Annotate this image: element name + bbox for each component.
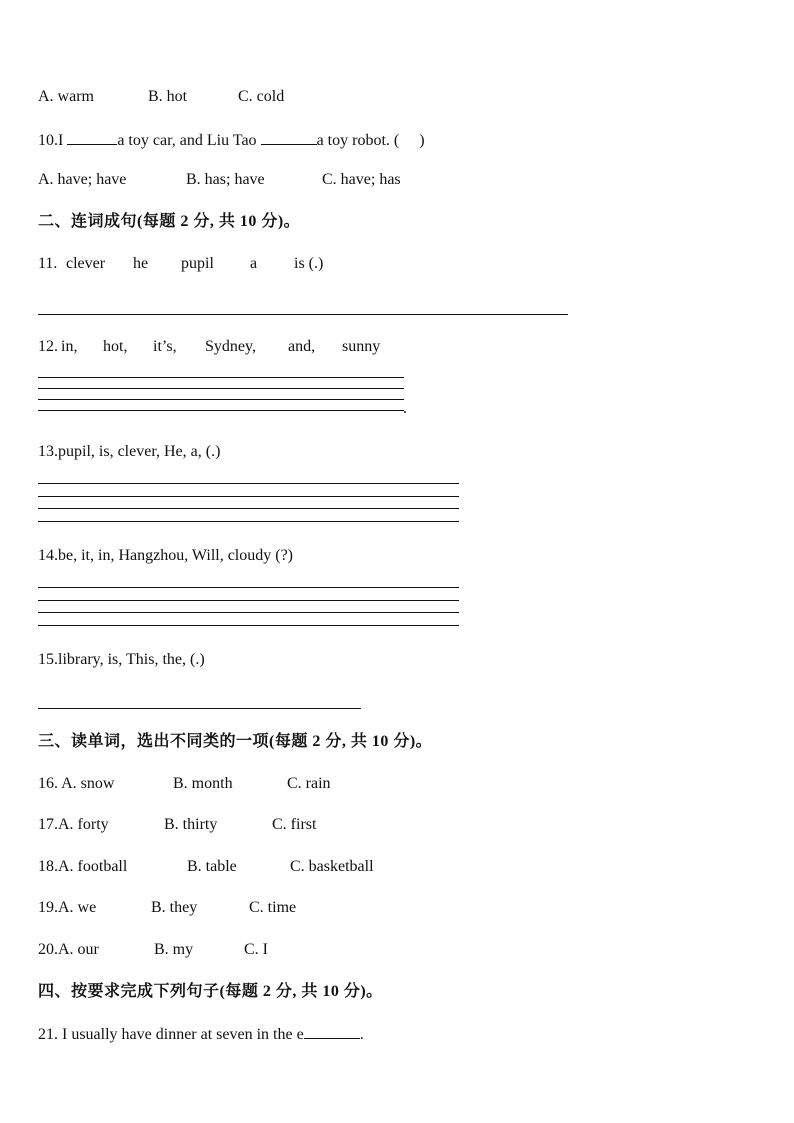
- q10-part3: a toy robot. (: [316, 132, 400, 149]
- q14-answer-line[interactable]: [38, 600, 459, 601]
- q10-part1: I: [58, 132, 68, 149]
- q10-option-b: B. has; have: [186, 171, 265, 188]
- q14-answer-line[interactable]: [38, 587, 459, 588]
- section-4-heading: 四、按要求完成下列句子(每题 2 分, 共 10 分)。: [38, 983, 383, 1000]
- q16-option-c: C. rain: [287, 775, 331, 792]
- q13-answer-line[interactable]: [38, 508, 459, 509]
- q18-option-c: C. basketball: [290, 858, 374, 875]
- q10-option-a: A. have; have: [38, 171, 127, 188]
- q12-number: 12.: [38, 338, 58, 355]
- q12-answer-line[interactable]: [38, 388, 404, 389]
- q11-word-4: a: [250, 255, 258, 272]
- q16-option-b: B. month: [173, 775, 233, 792]
- q12-answer-line[interactable]: [38, 410, 404, 411]
- q9-option-c: C. cold: [238, 88, 285, 105]
- q12-answer-line[interactable]: [38, 377, 404, 378]
- question-13: 13.pupil, is, clever, He, a, (.): [38, 443, 221, 460]
- q19-option-a: 19.A. we: [38, 899, 97, 916]
- q20-option-a: 20.A. our: [38, 941, 99, 958]
- q13-answer-line[interactable]: [38, 483, 459, 484]
- question-14: 14.be, it, in, Hangzhou, Will, cloudy (?): [38, 547, 294, 564]
- q21-text: 21. I usually have dinner at seven in the e: [38, 1026, 304, 1043]
- q17-option-c: C. first: [272, 816, 317, 833]
- q10-blank-2[interactable]: [261, 130, 317, 145]
- q19-option-c: C. time: [249, 899, 297, 916]
- q12-word-3: it’s,: [153, 338, 177, 355]
- q18-option-a: 18.A. football: [38, 858, 128, 875]
- q10-option-c: C. have; has: [322, 171, 401, 188]
- q12-answer-line[interactable]: [38, 399, 404, 400]
- q11-word-5: is (.): [294, 255, 324, 272]
- q18-option-b: B. table: [187, 858, 237, 875]
- q19-option-b: B. they: [151, 899, 198, 916]
- q10-blank-1[interactable]: [67, 130, 117, 145]
- q12-word-6: sunny: [342, 338, 381, 355]
- q21-period: .: [359, 1026, 364, 1043]
- q17-option-b: B. thirty: [164, 816, 218, 833]
- q16-option-a: 16. A. snow: [38, 775, 115, 792]
- q12-word-1: in,: [61, 338, 78, 355]
- q21-blank[interactable]: [304, 1024, 360, 1039]
- q13-answer-line[interactable]: [38, 496, 459, 497]
- q12-period: .: [403, 400, 407, 417]
- q11-answer-line[interactable]: [38, 314, 568, 315]
- q12-word-5: and,: [288, 338, 316, 355]
- q14-answer-line[interactable]: [38, 612, 459, 613]
- q10-number: 10.: [38, 132, 58, 149]
- question-15: 15.library, is, This, the, (.): [38, 651, 205, 668]
- q15-answer-line[interactable]: [38, 708, 361, 709]
- q17-option-a: 17.A. forty: [38, 816, 109, 833]
- q11-number: 11.: [38, 255, 58, 272]
- q13-answer-line[interactable]: [38, 521, 459, 522]
- q10-part4: ): [419, 132, 425, 149]
- q14-answer-line[interactable]: [38, 625, 459, 626]
- q11-word-3: pupil: [181, 255, 214, 272]
- q12-word-2: hot,: [103, 338, 128, 355]
- question-10: [38, 130, 425, 151]
- q12-word-4: Sydney,: [205, 338, 256, 355]
- q20-option-c: C. I: [244, 941, 268, 958]
- q11-word-1: clever: [66, 255, 106, 272]
- question-21: [38, 1024, 364, 1045]
- q10-part2: a toy car, and Liu Tao: [117, 132, 261, 149]
- section-2-heading: 二、连词成句(每题 2 分, 共 10 分)。: [38, 213, 301, 230]
- q9-option-b: B. hot: [148, 88, 188, 105]
- section-3-heading: 三、读单词，选出不同类的一项(每题 2 分, 共 10 分)。: [38, 733, 433, 750]
- q20-option-b: B. my: [154, 941, 194, 958]
- q11-word-2: he: [133, 255, 149, 272]
- q9-option-a: A. warm: [38, 88, 94, 105]
